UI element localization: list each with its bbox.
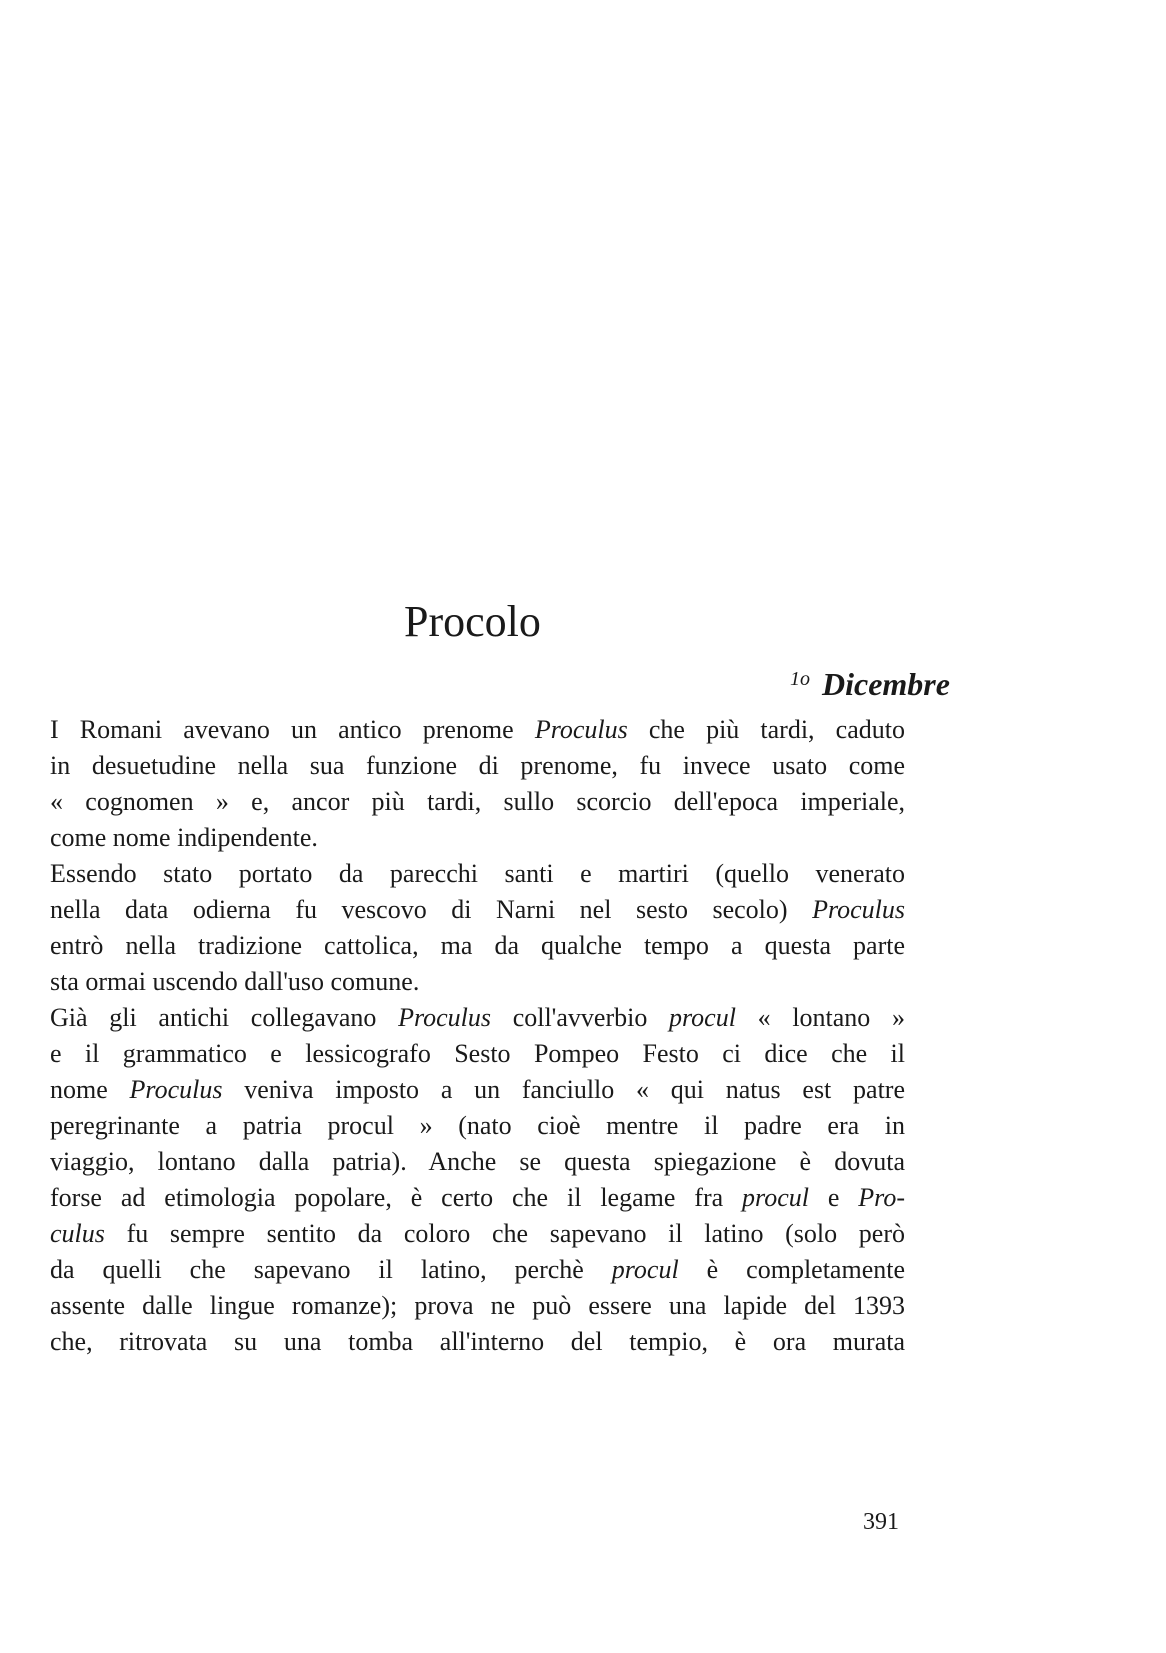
- text-line: peregrinante a patria procul » (nato cioè mentre il padre era in: [50, 1111, 905, 1140]
- text-line: Essendo stato portato da parecchi santi e martiri (quello venerato: [50, 859, 905, 888]
- text-line: viaggio, lontano dalla patria). Anche se questa spiegazione è dovuta: [50, 1147, 905, 1176]
- text-line: da quelli che sapevano il latino, perchè procul è completamente: [50, 1255, 905, 1284]
- date-ordinal: 1o: [790, 668, 810, 690]
- date-month: Dicembre: [822, 666, 950, 702]
- text-line: nome Proculus veniva imposto a un fanciullo « qui natus est patre: [50, 1075, 906, 1104]
- page-number: 391: [863, 1509, 899, 1535]
- text-line: « cognomen » e, ancor più tardi, sullo scorcio dell'epoca imperiale,: [50, 787, 905, 816]
- text-line: e il grammatico e lessicografo Sesto Pompeo Festo ci dice che il: [50, 1039, 905, 1068]
- body-text: [50, 712, 905, 1360]
- page-title: Procolo: [404, 597, 541, 646]
- text-line: culus fu sempre sentito da coloro che sapevano il latino (solo però: [50, 1219, 905, 1248]
- text-line: entrò nella tradizione cattolica, ma da qualche tempo a questa parte: [50, 931, 905, 960]
- text-line: assente dalle lingue romanze); prova ne può essere una lapide del 1393: [50, 1291, 905, 1320]
- text-line: nella data odierna fu vescovo di Narni nel sesto secolo) Proculus: [50, 895, 905, 924]
- feast-date: [790, 668, 950, 700]
- text-line: che, ritrovata su una tomba all'interno del tempio, è ora murata: [50, 1327, 905, 1356]
- text-line: in desuetudine nella sua funzione di prenome, fu invece usato come: [50, 751, 905, 780]
- text-line: Già gli antichi collegavano Proculus coll'avverbio procul « lontano »: [50, 1003, 905, 1032]
- text-line: come nome indipendente.: [50, 823, 318, 852]
- text-line: I Romani avevano un antico prenome Proculus che più tardi, caduto: [50, 715, 905, 744]
- text-line: sta ormai uscendo dall'uso comune.: [50, 967, 420, 996]
- text-line: forse ad etimologia popolare, è certo che il legame fra procul e Pro-: [50, 1183, 905, 1212]
